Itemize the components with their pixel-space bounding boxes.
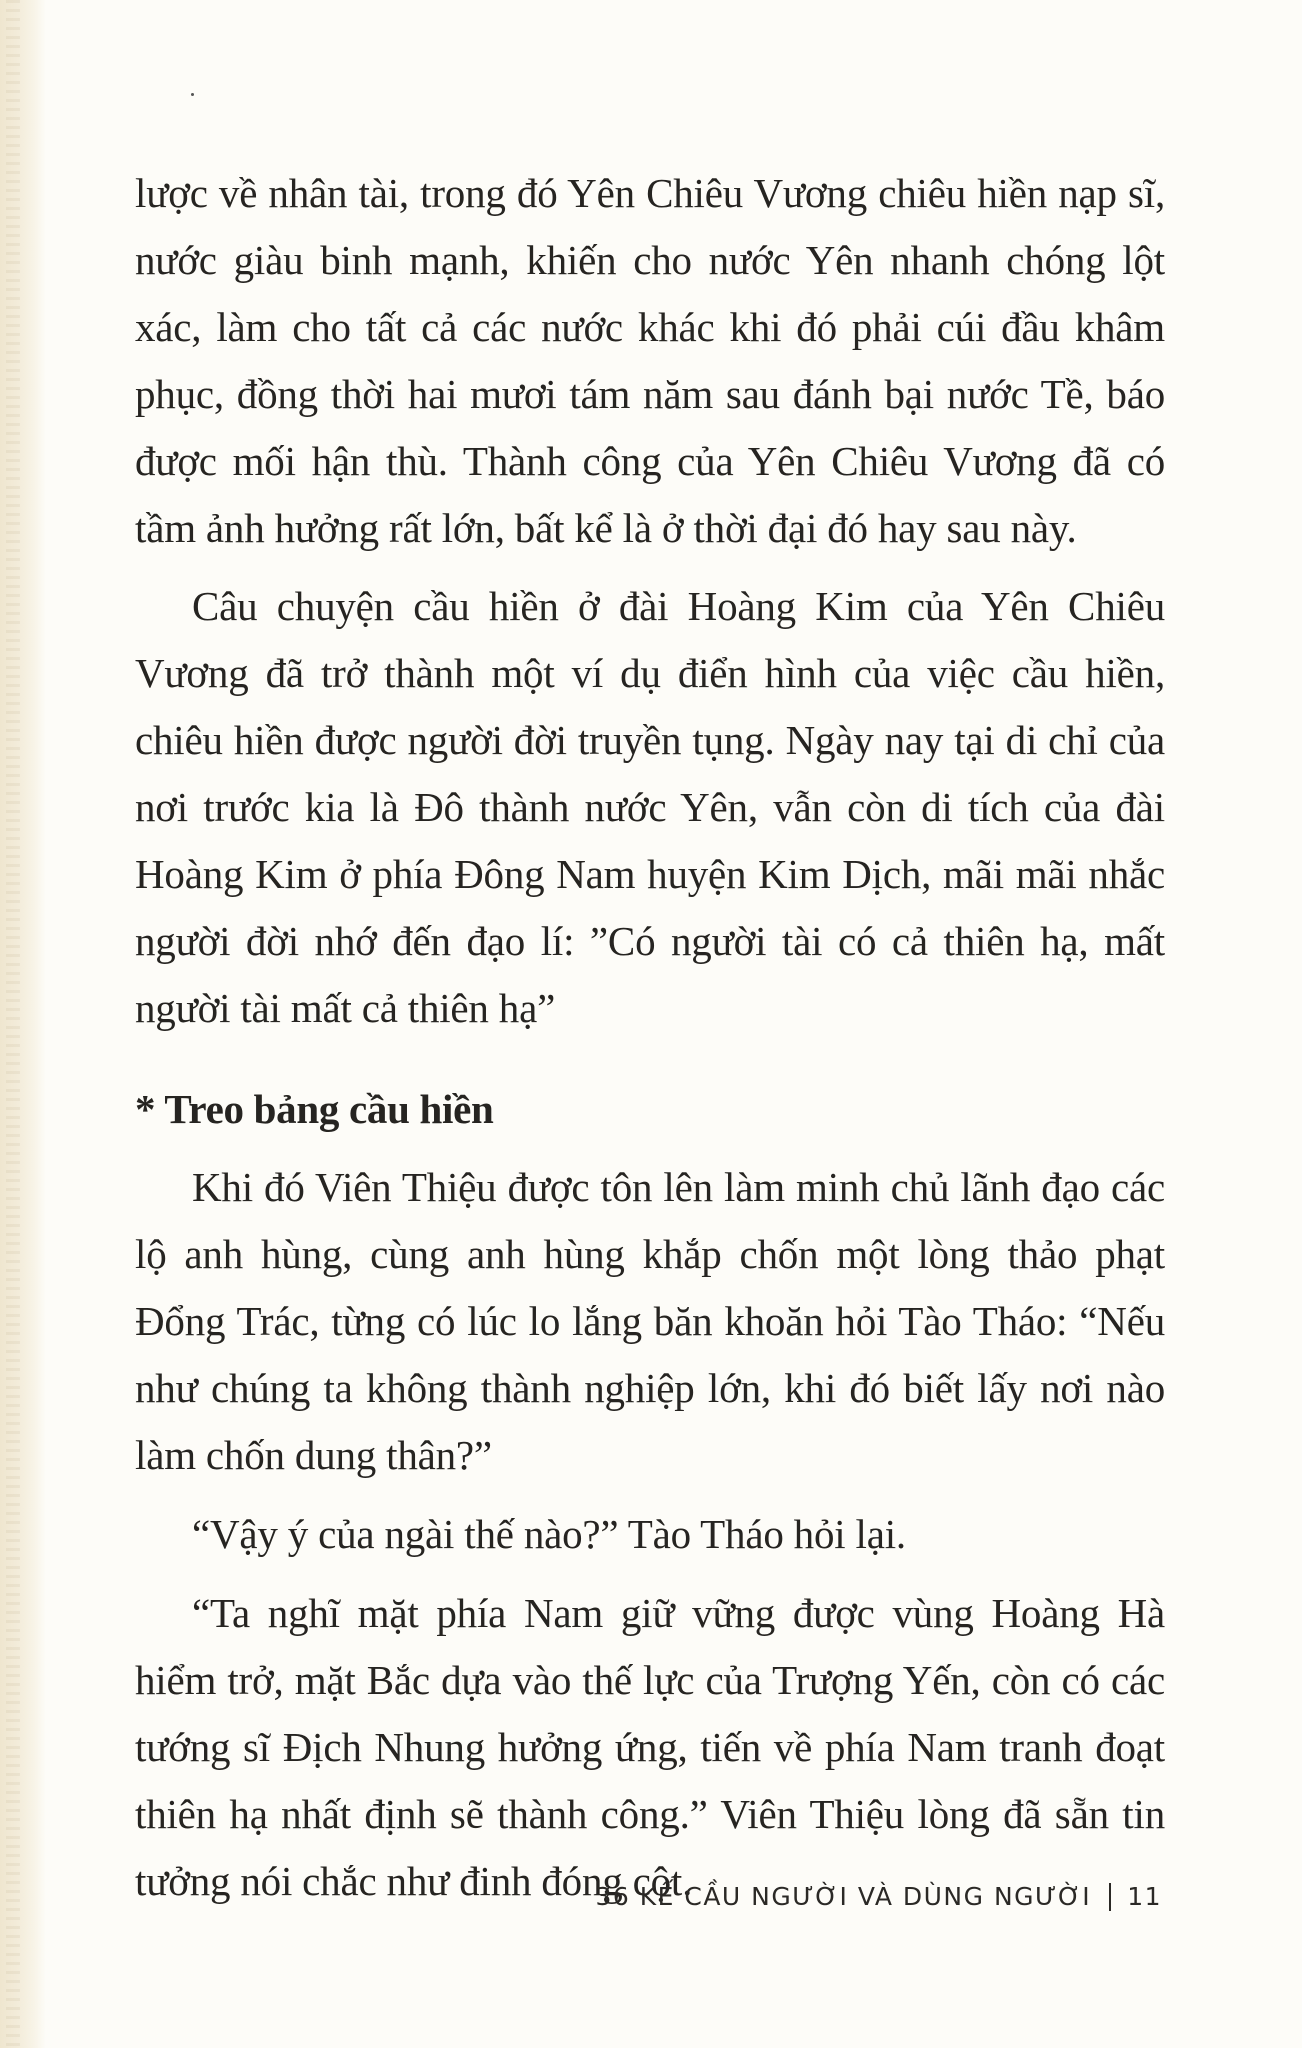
paper-grain-texture bbox=[6, 0, 20, 2048]
print-speck bbox=[191, 93, 194, 96]
paragraph-vien-thieu-plan: “Ta nghĩ mặt phía Nam giữ vững được vùng Hoàng Hà hiểm trở, mặt Bắc dựa vào thế lực của Trượng Yến, còn có các tướng sĩ Địch Nhung hưởng ứng, tiến về phía Nam tranh đoạt thiên hạ nhất định sẽ thành công.” Viên Thiệu lòng đã sẵn tin tưởng nói chắc như đinh đóng cột. bbox=[135, 1590, 1165, 1904]
paragraph-vien-thieu: Khi đó Viên Thiệu được tôn lên làm minh chủ lãnh đạo các lộ anh hùng, cùng anh hùng khắp chốn một lòng thảo phạt Đổng Trác, từng có lúc lo lắng băn khoăn hỏi Tào Tháo: “Nếu như chúng ta không thành nghiệp lớn, khi đó biết lấy nơi nào làm chốn dung thân?” bbox=[135, 1164, 1165, 1478]
footer-divider bbox=[1109, 1883, 1111, 1911]
paragraph-tao-thao-reply: “Vậy ý của ngài thế nào?” Tào Tháo hỏi lại. bbox=[192, 1511, 906, 1557]
page-body bbox=[135, 160, 1165, 1915]
paragraph-hoang-kim: Câu chuyện cầu hiền ở đài Hoàng Kim của Yên Chiêu Vương đã trở thành một ví dụ điển hình của việc cầu hiền, chiêu hiền được người đời truyền tụng. Ngày nay tại di chỉ của nơi trước kia là Đô thành nước Yên, vẫn còn di tích của đài Hoàng Kim ở phía Đông Nam huyện Kim Dịch, mãi mãi nhắc người đời nhớ đến đạo lí: ”Có người tài có cả thiên hạ, mất người tài mất cả thiên hạ” bbox=[135, 583, 1165, 1031]
page-number: 11 bbox=[1127, 1882, 1162, 1911]
section-heading: * Treo bảng cầu hiền bbox=[135, 1086, 494, 1132]
running-book-title: 36 KẾ CẦU NGƯỜI VÀ DÙNG NGƯỜI bbox=[595, 1882, 1092, 1911]
page-footer bbox=[595, 1880, 1162, 1914]
paragraph-continuation: lược về nhân tài, trong đó Yên Chiêu Vương chiêu hiền nạp sĩ, nước giàu binh mạnh, khiến cho nước Yên nhanh chóng lột xác, làm cho tất cả các nước khác khi đó phải cúi đầu khâm phục, đồng thời hai mươi tám năm sau đánh bại nước Tề, báo được mối hận thù. Thành công của Yên Chiêu Vương đã có tầm ảnh hưởng rất lớn, bất kể là ở thời đại đó hay sau này. bbox=[135, 170, 1165, 551]
